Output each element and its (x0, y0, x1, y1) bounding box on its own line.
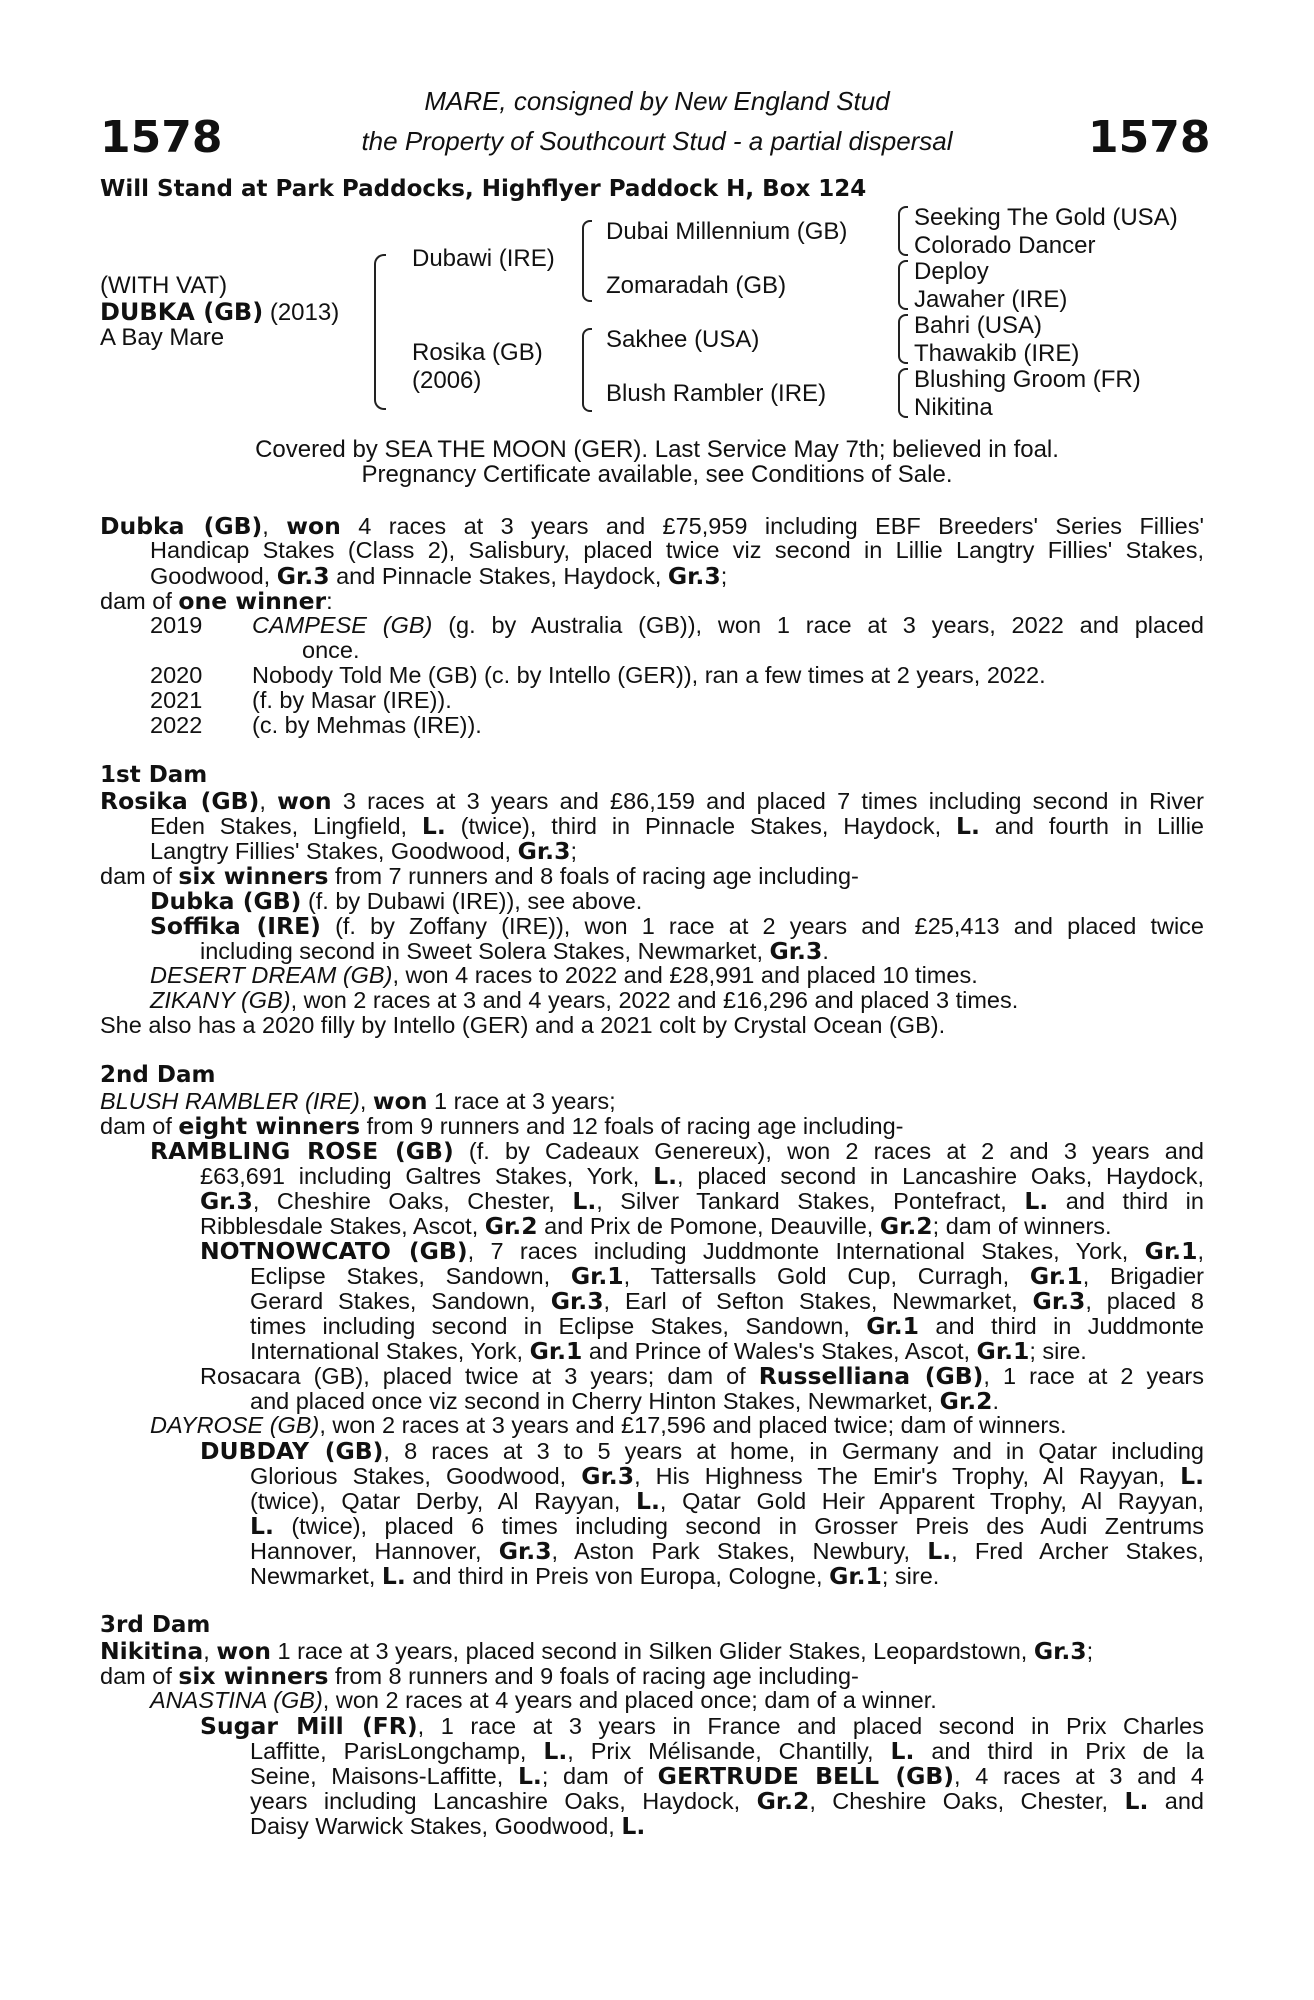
sire-sire-sire: Seeking The Gold (USA) (914, 204, 1178, 231)
produce-line: CAMPESE (GB) (g. by Australia (GB)), won 1 race at 3 years, 2022 and placed (252, 612, 1204, 638)
brace-dam (582, 328, 592, 412)
first-dam-line: Eden Stakes, Lingfield, L. (twice), third in Pinnacle Stakes, Haydock, L. and fourth in Lillie (150, 812, 1204, 840)
first-dam-line: She also has a 2020 filly by Intello (GER) and a 2021 colt by Crystal Ocean (GB). (100, 1012, 946, 1038)
second-dam-line: £63,691 including Galtres Stakes, York, L., placed second in Lancashire Oaks, Haydock, (200, 1162, 1204, 1190)
dam-dam: Blush Rambler (IRE) (606, 380, 827, 407)
third-dam-line: dam of six winners from 8 runners and 9 foals of racing age including- (100, 1662, 859, 1690)
brace-ss (898, 206, 908, 256)
third-dam-line: Sugar Mill (FR), 1 race at 3 years in France and placed second in Prix Charles (200, 1712, 1204, 1740)
produce-line: Nobody Told Me (GB) (c. by Intello (GER)), ran a few times at 2 years, 2022. (252, 662, 1046, 688)
third-dam-line: Daisy Warwick Stakes, Goodwood, L. (250, 1812, 646, 1840)
second-dam-line: Ribblesdale Stakes, Ascot, Gr.2 and Prix de Pomone, Deauville, Gr.2; dam of winners. (200, 1212, 1112, 1240)
second-dam-heading: 2nd Dam (100, 1062, 216, 1088)
second-dam-line: (twice), Qatar Derby, Al Rayyan, L., Qatar Gold Heir Apparent Trophy, Al Rayyan, (250, 1487, 1204, 1515)
sire-dam-dam: Jawaher (IRE) (914, 286, 1068, 313)
second-dam-line: International Stakes, York, Gr.1 and Prince of Wales's Stakes, Ascot, Gr.1; sire. (250, 1337, 1087, 1365)
second-dam-line: Hannover, Hannover, Gr.3, Aston Park Stakes, Newbury, L., Fred Archer Stakes, (250, 1537, 1204, 1565)
third-dam-line: Laffitte, ParisLongchamp, L., Prix Mélisande, Chantilly, L. and third in Prix de la (250, 1737, 1205, 1765)
third-dam-line: Seine, Maisons-Laffitte, L.; dam of GERTRUDE BELL (GB), 4 races at 3 and 4 (250, 1762, 1205, 1790)
mare-record-line: Handicap Stakes (Class 2), Salisbury, placed twice viz second in Lillie Langtry Fillies' Stakes, (150, 537, 1204, 563)
second-dam-line: Gerard Stakes, Sandown, Gr.3, Earl of Sefton Stakes, Newmarket, Gr.3, placed 8 (250, 1287, 1205, 1315)
mare-record-line: dam of one winner: (100, 587, 333, 615)
mare-record-line: Dubka (GB), won 4 races at 3 years and £75,959 including EBF Breeders' Series Fillies' (100, 512, 1204, 540)
brace-sire (582, 220, 592, 302)
dam: Rosika (GB) (412, 339, 543, 366)
horse-name-line (100, 298, 339, 327)
first-dam-line: Soffika (IRE) (f. by Zoffany (IRE)), won 1 race at 2 years and £25,413 and placed twice (150, 912, 1204, 940)
first-dam-heading: 1st Dam (100, 762, 208, 788)
first-dam-line: dam of six winners from 7 runners and 8 foals of racing age including- (100, 862, 859, 890)
dam-dam-dam: Nikitina (914, 394, 993, 421)
first-dam-line: DESERT DREAM (GB), won 4 races to 2022 and £28,991 and placed 10 times. (150, 962, 978, 988)
mare-record-line: Goodwood, Gr.3 and Pinnacle Stakes, Haydock, Gr.3; (150, 562, 728, 590)
third-dam-line: years including Lancashire Oaks, Haydock, Gr.2, Cheshire Oaks, Chester, L. and (250, 1787, 1204, 1815)
second-dam-line: NOTNOWCATO (GB), 7 races including Juddmonte International Stakes, York, Gr.1, (200, 1237, 1204, 1265)
second-dam-line: RAMBLING ROSE (GB) (f. by Cadeaux Genereux), won 2 races at 2 and 3 years and (150, 1137, 1204, 1165)
brace-gen1 (374, 254, 386, 410)
second-dam-line: Gr.3, Cheshire Oaks, Chester, L., Silver Tankard Stakes, Pontefract, L. and third in (200, 1187, 1204, 1215)
property-line: the Property of Southcourt Stud - a partial dispersal (361, 126, 953, 156)
lot-number-right: 1578 (1088, 112, 1211, 163)
dam-sire-dam: Thawakib (IRE) (914, 340, 1080, 367)
pregnancy-note: Pregnancy Certificate available, see Conditions of Sale. (361, 461, 953, 488)
consignor-line: MARE, consigned by New England Stud (424, 86, 890, 116)
vat-note: (WITH VAT) (100, 272, 228, 299)
third-dam-heading: 3rd Dam (100, 1612, 211, 1638)
second-dam-line: Rosacara (GB), placed twice at 3 years; dam of Russelliana (GB), 1 race at 2 years (200, 1362, 1204, 1390)
sire-dam-sire: Deploy (914, 258, 989, 285)
dam-sire: Sakhee (USA) (606, 326, 760, 353)
produce-line: once. (302, 637, 360, 663)
covering-note: Covered by SEA THE MOON (GER). Last Service May 7th; believed in foal. (255, 436, 1059, 463)
horse-description: A Bay Mare (100, 324, 225, 351)
second-dam-line: Newmarket, L. and third in Preis von Europa, Cologne, Gr.1; sire. (250, 1562, 940, 1590)
produce-line: (f. by Masar (IRE)). (252, 687, 452, 713)
second-dam-line: times including second in Eclipse Stakes, Sandown, Gr.1 and third in Juddmonte (250, 1312, 1204, 1340)
second-dam-line: Glorious Stakes, Goodwood, Gr.3, His Highness The Emir's Trophy, Al Rayyan, L. (250, 1462, 1204, 1490)
brace-ds (898, 314, 908, 364)
lot-number-left: 1578 (100, 112, 223, 163)
produce-line: (c. by Mehmas (IRE)). (252, 712, 482, 738)
brace-sd (898, 260, 908, 310)
stand-location: Will Stand at Park Paddocks, Highflyer Paddock H, Box 124 (100, 176, 867, 202)
produce-year: 2020 (150, 662, 203, 688)
produce-year: 2022 (150, 712, 203, 738)
sire-dam: Zomaradah (GB) (606, 272, 787, 299)
dam-dam-sire: Blushing Groom (FR) (914, 366, 1141, 393)
second-dam-line: DAYROSE (GB), won 2 races at 3 years and £17,596 and placed twice; dam of winners. (150, 1412, 1067, 1438)
sire-sire-dam: Colorado Dancer (914, 232, 1096, 259)
third-dam-line: Nikitina, won 1 race at 3 years, placed second in Silken Glider Stakes, Leopardstown, Gr.3; (100, 1637, 1094, 1665)
sire: Dubawi (IRE) (412, 245, 555, 272)
second-dam-line: Eclipse Stakes, Sandown, Gr.1, Tattersalls Gold Cup, Curragh, Gr.1, Brigadier (250, 1262, 1204, 1290)
produce-year: 2019 (150, 612, 203, 638)
horse-year: (2013) (269, 299, 340, 326)
sire-sire: Dubai Millennium (GB) (606, 218, 848, 245)
first-dam-line: including second in Sweet Solera Stakes, Newmarket, Gr.3. (200, 937, 829, 965)
brace-dd (898, 368, 908, 418)
second-dam-line: dam of eight winners from 9 runners and 12 foals of racing age including- (100, 1112, 904, 1140)
first-dam-line: Rosika (GB), won 3 races at 3 years and £86,159 and placed 7 times including second in River (100, 787, 1204, 815)
first-dam-line: Langtry Fillies' Stakes, Goodwood, Gr.3; (150, 837, 577, 865)
second-dam-line: DUBDAY (GB), 8 races at 3 to 5 years at home, in Germany and in Qatar including (200, 1437, 1204, 1465)
first-dam-line: ZIKANY (GB), won 2 races at 3 and 4 years, 2022 and £16,296 and placed 3 times. (150, 987, 1019, 1013)
second-dam-line: and placed once viz second in Cherry Hinton Stakes, Newmarket, Gr.2. (250, 1387, 1000, 1415)
produce-year: 2021 (150, 687, 203, 713)
dam-year: (2006) (412, 367, 482, 394)
horse-name: DUBKA (GB) (100, 298, 264, 326)
second-dam-line: BLUSH RAMBLER (IRE), won 1 race at 3 years; (100, 1087, 616, 1115)
second-dam-line: L. (twice), placed 6 times including second in Grosser Preis des Audi Zentrums (250, 1512, 1204, 1540)
dam-sire-sire: Bahri (USA) (914, 312, 1043, 339)
first-dam-line: Dubka (GB) (f. by Dubawi (IRE)), see above. (150, 887, 643, 915)
third-dam-line: ANASTINA (GB), won 2 races at 4 years and placed once; dam of a winner. (150, 1687, 937, 1713)
